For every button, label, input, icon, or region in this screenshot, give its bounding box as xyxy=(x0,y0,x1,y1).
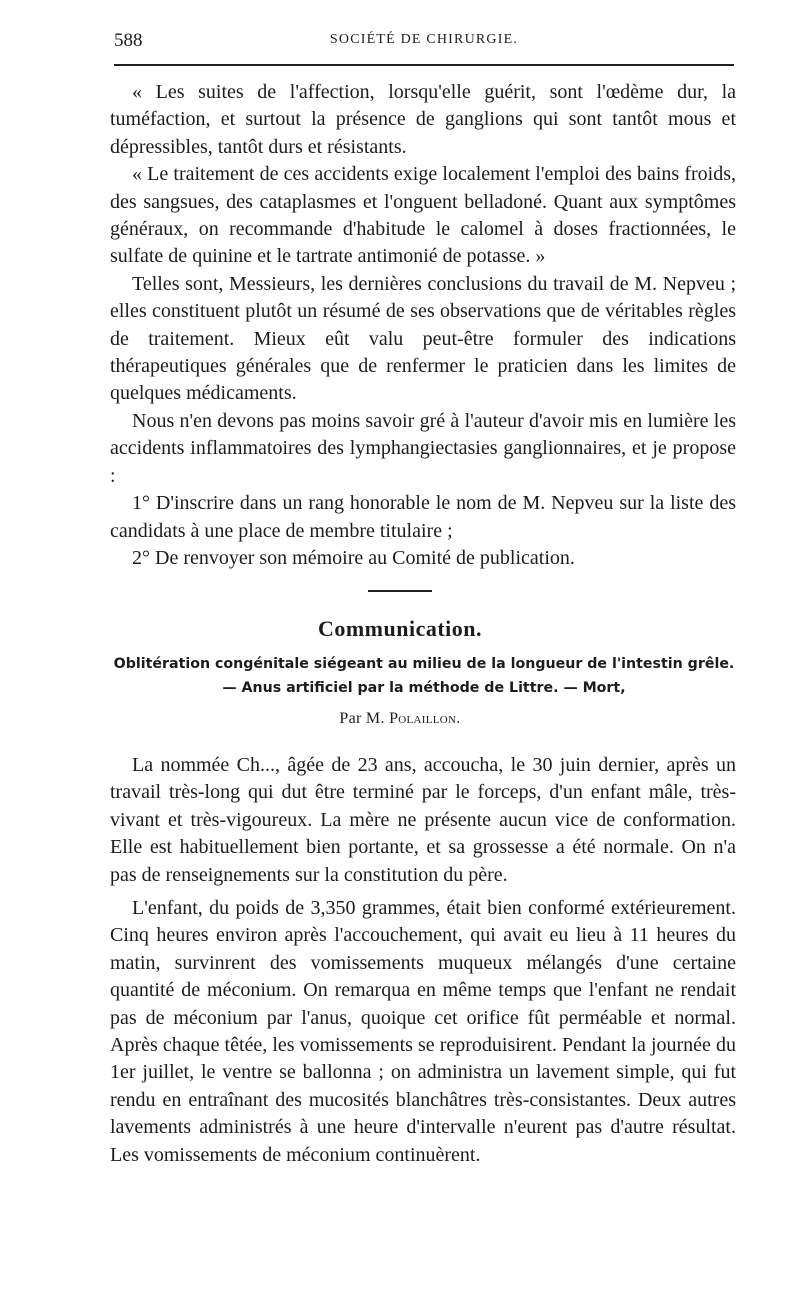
author-line xyxy=(0,710,800,728)
paragraph: Telles sont, Messieurs, les dernières conclusions du travail de M. Nepveu ; elles constituent plutôt un résumé de ses observations que de véritables règles de traitement. Mieux eût valu peut-être formuler des indications thérapeutiques générales que de renfermer le praticien dans les limites de quelques médicaments. xyxy=(110,272,736,405)
article-title: Oblitération congénitale siégeant au milieu de la longueur de l'intestin grêle. — Anus artificiel par la méthode de Littre. — Mort, xyxy=(113,656,735,696)
paragraph: 1° D'inscrire dans un rang honorable le nom de M. Nepveu sur la liste des candidats à une place de membre titulaire ; xyxy=(110,492,736,542)
communication-heading: Communication. xyxy=(317,616,483,641)
header-rule xyxy=(114,64,734,66)
paragraph: « Le traitement de ces accidents exige localement l'emploi des bains froids, des sangsues, des cataplasmes et l'onguent belladoné. Quant aux symptômes généraux, on recommande d'habitude le calomel à doses fractionnées, le sulfate de quinine et le tartrate antimonié de potasse. » xyxy=(110,163,736,268)
case-report-text xyxy=(110,752,736,1169)
paragraph: 2° De renvoyer son mémoire au Comité de publication. xyxy=(132,546,575,569)
running-title: SOCIÉTÉ DE CHIRURGIE. xyxy=(329,32,519,47)
report-conclusion-text xyxy=(110,79,736,572)
author-name: Polaillon. xyxy=(389,710,461,727)
paragraph: Nous n'en devons pas moins savoir gré à l'auteur d'avoir mis en lumière les accidents inflammatoires des lymphangiectasies ganglionnaires, et je propose : xyxy=(110,409,736,487)
page-header xyxy=(114,30,734,56)
paragraph: La nommée Ch..., âgée de 23 ans, accoucha, le 30 juin dernier, après un travail très-long qui dut être terminé par le forceps, d'un enfant mâle, très-vivant et très-vigoureux. La mère ne présente aucun vice de conformation. Elle est habituellement bien portante, et sa grossesse a été normale. On n'a pas de renseignements sur la constitution du père. xyxy=(110,754,736,886)
author-prefix: Par M. xyxy=(339,710,385,727)
paragraph: L'enfant, du poids de 3,350 grammes, était bien conformé extérieurement. Cinq heures environ après l'accouchement, qui avait eu lieu à 11 heures du matin, survinrent des vomissements muqueux mélangés d'une certaine quantité de méconium. On remarqua en même temps que l'enfant ne rendait pas de méconium par l'anus, quoique cet orifice fût perméable et normal. Après chaque têtée, les vomissements se reproduisirent. Pendant la journée du 1er juillet, le ventre se ballonna ; on administra un lavement simple, qui fut rendu en entraînant des mucosités blanchâtres très-consistantes. Deux autres lavements administrés à une heure d'intervalle n'eurent pas d'autre résultat. Les vomissements de méconium continuèrent. xyxy=(110,897,736,1166)
page-number: 588 xyxy=(114,30,143,51)
paragraph: « Les suites de l'affection, lorsqu'elle guérit, sont l'œdème dur, la tuméfaction, et surtout la présence de ganglions qui sont tantôt mous et dépressibles, tantôt durs et résistants. xyxy=(110,81,736,158)
section-separator xyxy=(368,590,432,592)
